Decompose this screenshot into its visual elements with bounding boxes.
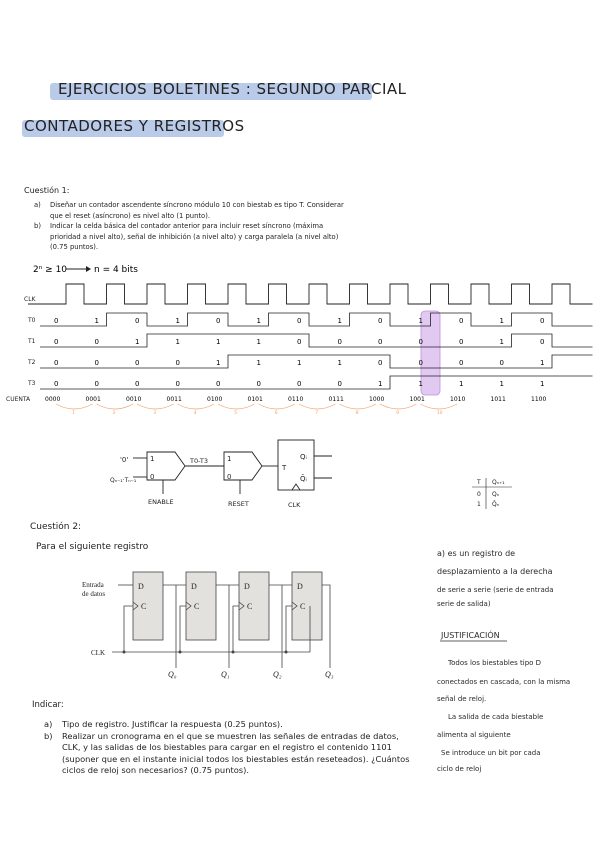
step-number: 8: [355, 411, 359, 416]
count-value: 0000: [45, 396, 61, 403]
t0-wave: [40, 313, 593, 326]
t2-value: 1: [297, 359, 302, 367]
q2-item-a: [44, 719, 412, 731]
count-value: 0110: [288, 396, 304, 403]
t0-value: 1: [94, 317, 99, 325]
bits-result: n = 4 bits: [94, 265, 138, 275]
data-input-label-2: de datos: [82, 590, 106, 598]
cell-circuit: [133, 440, 332, 494]
q2-title: Cuestión 2:: [30, 522, 82, 532]
t2-wave: [40, 355, 593, 368]
ff-q-label: Qᵢ: [300, 453, 307, 461]
count-value: 0111: [328, 396, 344, 403]
t1-value: 0: [54, 338, 59, 346]
t2-value: 0: [54, 359, 59, 367]
step-number: 3: [153, 411, 157, 416]
t2-value: 0: [135, 359, 140, 367]
row-label-t2: T2: [28, 359, 36, 366]
row-label-count: CUENTA: [6, 396, 31, 403]
t1-value: 1: [175, 338, 180, 346]
t0-value: 1: [256, 317, 261, 325]
t3-value: 1: [378, 380, 383, 388]
count-value: 1100: [531, 396, 547, 403]
t1-value: 1: [499, 338, 504, 346]
t1-value: 1: [135, 338, 140, 346]
clock-triangle: [292, 484, 300, 490]
table-r2c1: 1: [477, 501, 481, 508]
t3-value: 0: [175, 380, 180, 388]
count-value: 0011: [166, 396, 182, 403]
note-a3: de serie a serie (serie de entrada: [437, 586, 554, 594]
page-title: EJERCICIOS BOLETINES : SEGUNDO PARCIAL: [58, 80, 407, 98]
dff3-c: C: [300, 602, 306, 611]
t0-value: 1: [337, 317, 342, 325]
t1-value: 0: [378, 338, 383, 346]
t3-value: 0: [297, 380, 302, 388]
q2-indicar: Indicar:: [32, 700, 64, 710]
count-value: 1010: [450, 396, 466, 403]
step-number: 9: [396, 411, 400, 416]
t0-value: 0: [540, 317, 545, 325]
step-arc: [299, 404, 336, 409]
t3-value: 0: [337, 380, 342, 388]
mux2-in0: 1: [227, 455, 232, 463]
note-j3: señal de reloj.: [437, 695, 487, 703]
t0-value: 1: [499, 317, 504, 325]
t2-value: 0: [378, 359, 383, 367]
t2-value: 1: [337, 359, 342, 367]
t3-value: 1: [459, 380, 464, 388]
dff0-d: D: [138, 582, 144, 591]
output-q3: Q₃: [325, 670, 334, 679]
table-r2c2: Q̄ₙ: [492, 501, 500, 508]
t1-value: 0: [297, 338, 302, 346]
q2-subtitle: Para el siguiente registro: [36, 542, 149, 552]
dff1-c: C: [194, 602, 200, 611]
register-circuit: [82, 572, 334, 679]
item-text: Tipo de registro. Justificar la respuesta (0.25 puntos).: [62, 719, 283, 729]
step-arc: [97, 404, 134, 409]
notes: [437, 549, 570, 773]
bits-note: 2ⁿ ≥ 10: [33, 265, 68, 275]
t3-wave: [40, 376, 593, 389]
t3-value: 0: [135, 380, 140, 388]
dff2-c: C: [247, 602, 253, 611]
row-label-t1: T1: [28, 338, 36, 345]
t1-value: 0: [540, 338, 545, 346]
step-number: 1: [72, 411, 76, 416]
row-label-t0: T0: [28, 317, 36, 324]
t1-wave: [40, 334, 593, 347]
step-arc: [340, 404, 377, 409]
note-j7: ciclo de reloj: [437, 765, 482, 773]
item-text: Realizar un cronograma en el que se muestren las señales de entradas de datos, CLK, y las salidas de los biestables para cargar en el registro el contenido 1101 (suponer que en el instante inicial todos los biestables están reseteados). ¿Cuántos ciclos de reloj son necesarios? (0.75 puntos).: [62, 730, 410, 776]
mux1-in0: 1: [150, 455, 155, 463]
t3-value: 0: [256, 380, 261, 388]
t2-value: 0: [94, 359, 99, 367]
output-q2: Q₂: [273, 670, 282, 679]
timing-diagram: [28, 284, 593, 416]
count-value: 1001: [409, 396, 425, 403]
mux2-in1: 0: [227, 473, 232, 481]
t3-value: 0: [94, 380, 99, 388]
t0-value: 0: [297, 317, 302, 325]
item-label: b): [44, 730, 53, 741]
dff1-d: D: [191, 582, 197, 591]
t2-value: 1: [540, 359, 545, 367]
t-table: [472, 478, 512, 509]
table-h1: T: [477, 479, 481, 486]
cell-in1: Qₙ₋₁·Tₙ₋₁: [110, 477, 137, 484]
t1-value: 1: [216, 338, 221, 346]
mux1-in1: 0: [150, 473, 155, 481]
t0-value: 1: [418, 317, 423, 325]
t3-value: 1: [499, 380, 504, 388]
count-value: 0101: [247, 396, 263, 403]
ff-t-label: T: [282, 464, 287, 472]
count-value: 0010: [126, 396, 142, 403]
note-j4: La salida de cada biestable: [448, 713, 544, 721]
t0-value: 0: [54, 317, 59, 325]
t2-value: 0: [499, 359, 504, 367]
item-text: Diseñar un contador ascendente síncrono módulo 10 con biestab es tipo T. Considerar que el reset (asíncrono) es nivel alto (1 punto).: [50, 201, 344, 220]
output-q0: Q₀: [168, 670, 177, 679]
enable-label: ENABLE: [148, 498, 174, 506]
clk-wave: [28, 284, 593, 304]
step-arc: [137, 404, 174, 409]
note-just: JUSTIFICACIÓN: [441, 631, 500, 640]
step-arc: [56, 404, 93, 409]
step-arc: [380, 404, 417, 409]
step-number: 7: [315, 411, 319, 416]
row-label-t3: T3: [28, 380, 36, 387]
t3-value: 1: [540, 380, 545, 388]
t2-value: 1: [256, 359, 261, 367]
t0-value: 0: [216, 317, 221, 325]
cell-mid-label: T0-T3: [190, 457, 208, 465]
t0-value: 0: [135, 317, 140, 325]
row-label-clk: CLK: [24, 296, 36, 303]
arrow-head-icon: [86, 266, 91, 272]
t2-value: 0: [459, 359, 464, 367]
output-q1: Q₁: [221, 670, 230, 679]
table-h2: Qₙ₊₁: [492, 479, 505, 486]
t0-value: 0: [459, 317, 464, 325]
page-subtitle: CONTADORES Y REGISTROS: [24, 117, 245, 135]
t2-value: 1: [216, 359, 221, 367]
t1-value: 0: [418, 338, 423, 346]
note-j5: alimenta al siguiente: [437, 731, 511, 739]
step-number: 5: [234, 411, 238, 416]
table-r1c2: Qₙ: [492, 491, 500, 498]
t3-value: 0: [216, 380, 221, 388]
dff3-d: D: [297, 582, 303, 591]
data-input-label-1: Entrada: [82, 581, 104, 589]
note-j1: Todos los biestables tipo D: [448, 659, 542, 667]
count-value: 1000: [369, 396, 385, 403]
step-number: 2: [112, 411, 116, 416]
item-text: Indicar la celda básica del contador anterior para incluir reset síncrono (máxima prioridad a nivel alto), señal de inhibición (a nivel alto) y carga paralela (a nivel alto) (0.75 puntos).: [50, 222, 339, 252]
step-arc: [218, 404, 255, 409]
q1-title: Cuestión 1:: [24, 186, 70, 195]
note-a2: desplazamiento a la derecha: [437, 567, 553, 576]
t3-value: 1: [418, 380, 423, 388]
t0-value: 0: [378, 317, 383, 325]
count-value: 1011: [490, 396, 506, 403]
note-a1: a) es un registro de: [437, 549, 516, 558]
item-label: a): [34, 201, 41, 209]
t1-value: 0: [459, 338, 464, 346]
t2-value: 0: [175, 359, 180, 367]
t1-value: 1: [256, 338, 261, 346]
ff-qn-label: Q̄ᵢ: [300, 475, 307, 483]
count-value: 0100: [207, 396, 223, 403]
table-r1c1: 0: [477, 491, 481, 498]
item-label: b): [34, 222, 41, 231]
q2-item-b: [44, 730, 412, 777]
step-arc: [178, 404, 215, 409]
clk-label: CLK: [288, 501, 301, 509]
item-label: a): [44, 719, 53, 729]
cell-in0: '0': [120, 456, 129, 464]
dff0-c: C: [141, 602, 147, 611]
step-number: 4: [193, 411, 197, 416]
t0-value: 1: [175, 317, 180, 325]
step-arc: [259, 404, 296, 409]
note-j6: Se introduce un bit por cada: [441, 749, 541, 757]
t2-value: 0: [418, 359, 423, 367]
t3-value: 0: [54, 380, 59, 388]
clk-input-label: CLK: [91, 649, 105, 657]
q2-items: [44, 719, 412, 777]
count-value: 0001: [85, 396, 101, 403]
step-number: 6: [274, 411, 278, 416]
note-a4: serie de salida): [437, 600, 491, 608]
t1-value: 0: [337, 338, 342, 346]
step-number: 10: [436, 411, 443, 416]
t1-value: 0: [94, 338, 99, 346]
step-arc: [421, 404, 458, 409]
note-j2: conectados en cascada, con la misma: [437, 678, 571, 686]
reset-label: RESET: [228, 500, 249, 508]
dff2-d: D: [244, 582, 250, 591]
